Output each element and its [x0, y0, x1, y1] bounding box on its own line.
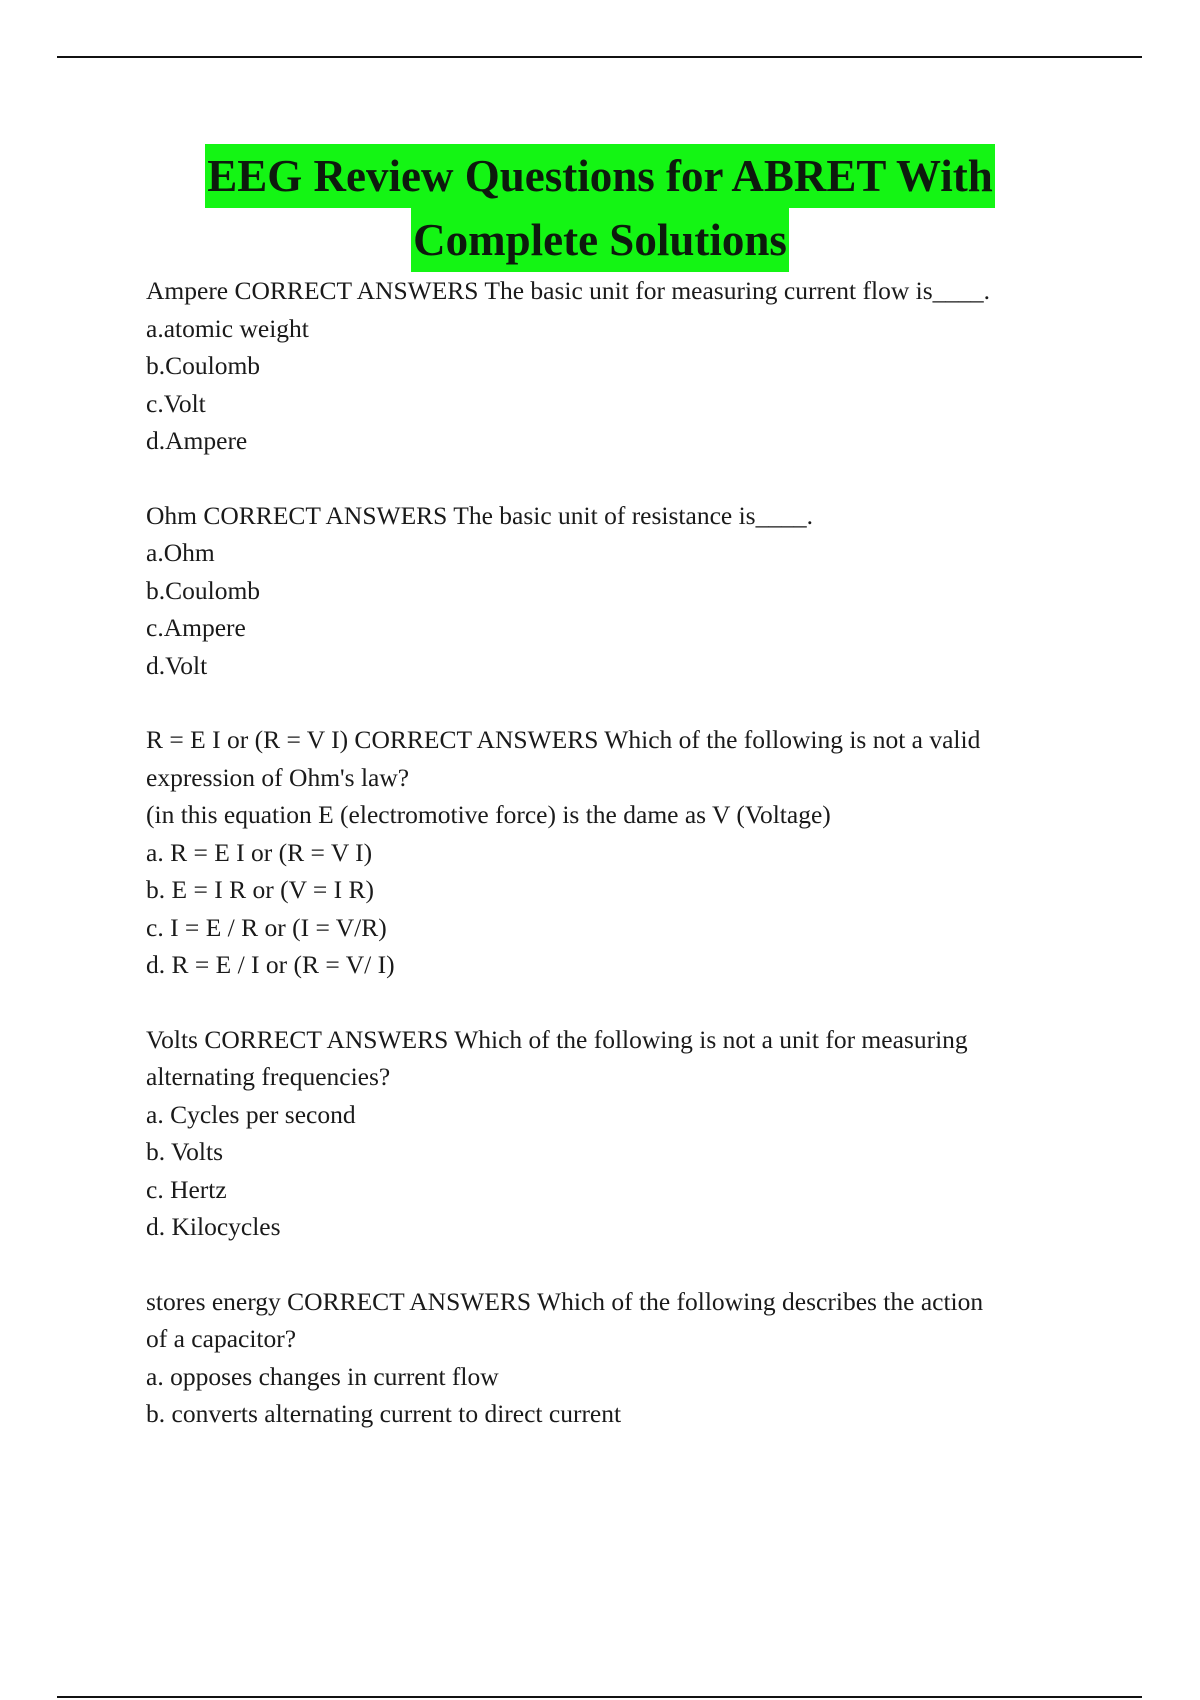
answer-option: b.Coulomb	[146, 575, 261, 605]
answer-option: d.Ampere	[146, 426, 248, 455]
answer-option: c.Volt	[146, 388, 206, 418]
question-prompt-line-2: alternating frequencies?	[146, 1062, 391, 1091]
answer-option: a. opposes changes in current flow	[146, 1361, 499, 1391]
answer-option: c. I = E / R or (I = V/R)	[146, 912, 387, 942]
question-5	[146, 1283, 1096, 1433]
answer-option: b. converts alternating current to direct current	[146, 1399, 622, 1428]
answer-option: b. Volts	[146, 1137, 224, 1166]
question-prompt: Ampere CORRECT ANSWERS The basic unit for measuring current flow is____.	[146, 276, 990, 305]
question-prompt-line-1: stores energy CORRECT ANSWERS Which of the following describes the action	[146, 1286, 984, 1316]
top-rule	[57, 56, 1142, 58]
question-1	[146, 272, 1096, 460]
answer-option: a.Ohm	[146, 538, 215, 567]
answer-option: c. Hertz	[146, 1174, 227, 1204]
answer-option: a.atomic weight	[146, 313, 309, 343]
question-note: (in this equation E (electromotive force) is the dame as V (Voltage)	[146, 800, 831, 829]
answer-option: c.Ampere	[146, 613, 246, 642]
title-line-1: EEG Review Questions for ABRET With	[205, 144, 995, 208]
question-prompt-line-2: expression of Ohm's law?	[146, 762, 410, 792]
question-3	[146, 721, 1096, 984]
document-body	[146, 272, 1096, 1470]
answer-option: d. Kilocycles	[146, 1212, 281, 1241]
title-line-2: Complete Solutions	[411, 208, 789, 272]
page-title	[0, 144, 1200, 272]
answer-option: b. E = I R or (V = I R)	[146, 875, 375, 904]
question-prompt-line-2: of a capacitor?	[146, 1324, 297, 1353]
answer-option: d. R = E / I or (R = V/ I)	[146, 950, 395, 979]
answer-option: a. R = E I or (R = V I)	[146, 837, 373, 867]
question-prompt-line-1: Volts CORRECT ANSWERS Which of the following is not a unit for measuring	[146, 1024, 968, 1054]
answer-option: b.Coulomb	[146, 351, 261, 380]
question-2	[146, 497, 1096, 685]
answer-option: a. Cycles per second	[146, 1099, 356, 1129]
question-prompt-line-1: R = E I or (R = V I) CORRECT ANSWERS Which of the following is not a valid	[146, 725, 981, 754]
question-prompt: Ohm CORRECT ANSWERS The basic unit of resistance is____.	[146, 500, 813, 530]
question-4	[146, 1021, 1096, 1246]
answer-option: d.Volt	[146, 650, 208, 680]
bottom-rule	[57, 1696, 1142, 1698]
